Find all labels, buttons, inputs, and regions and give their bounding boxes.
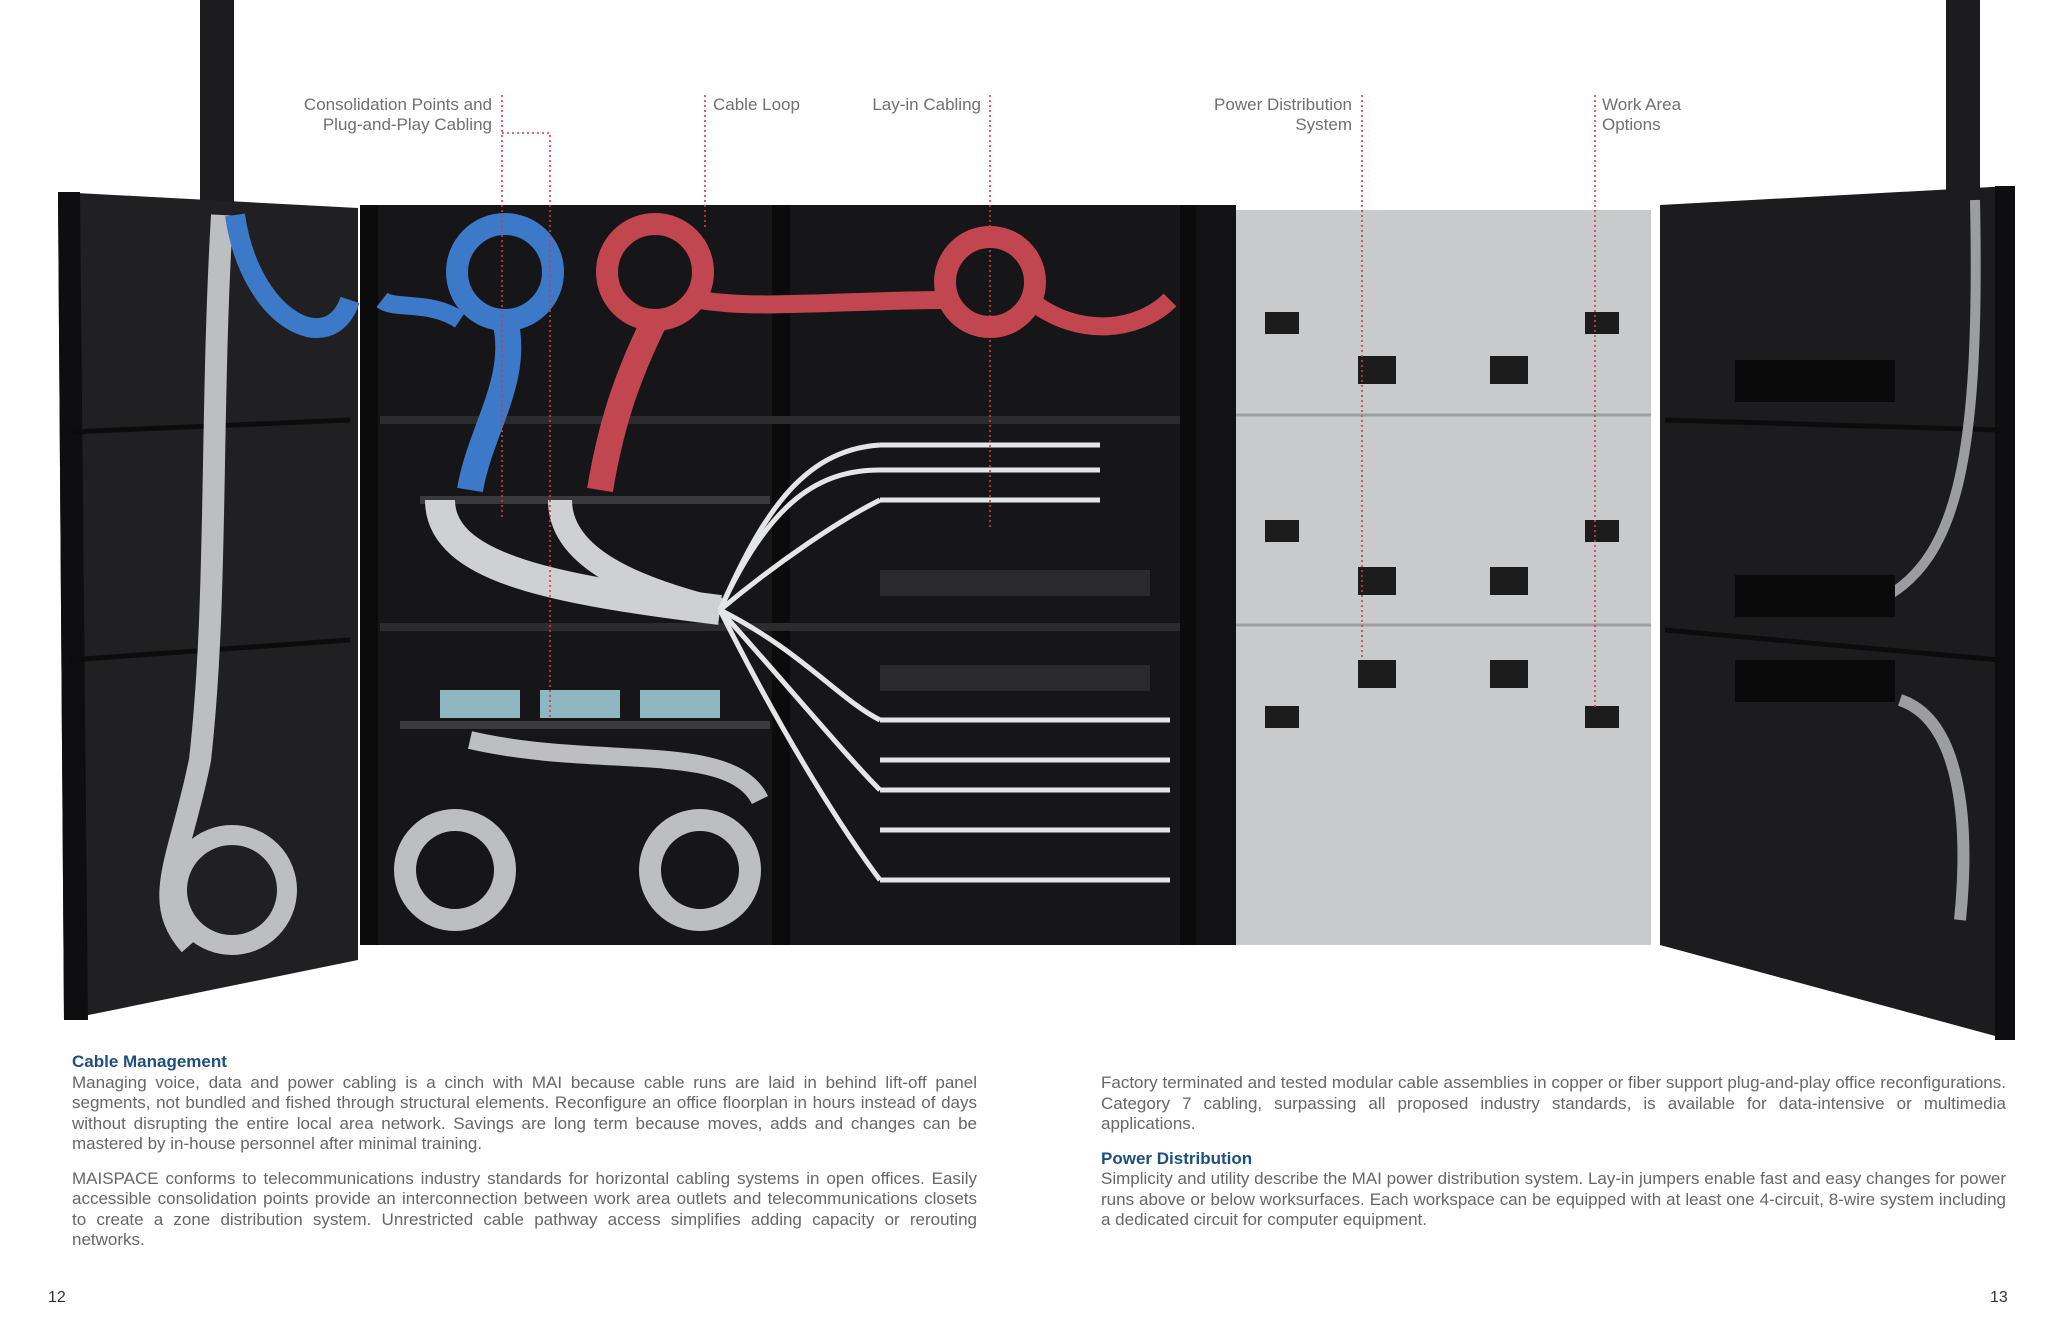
cable-management-paragraph-2: MAISPACE conforms to telecommunications industry standards for horizontal cabling systems in open offices. Easily accessible consolidation points provide an interconnection between work area outlets and telecommunications closets to create a zone distribution system. Unrestricted cable pathway access simplifies adding capacity or rerouting networks. [72, 1168, 977, 1249]
cabling-assemblies-paragraph: Factory terminated and tested modular cable assemblies in copper or fiber support plug-and-play office reconfigurations. Category 7 cabling, surpassing all proposed industry standards, is available for data-intensive or multimedia applications. [1101, 1073, 2006, 1133]
callout-power-distribution [1180, 95, 1352, 135]
page-number-left: 12 [48, 1289, 66, 1306]
callout-work-area-options [1602, 95, 1681, 135]
callout-lay-in-cabling: Lay-in Cabling [872, 95, 981, 114]
callout-line-2: Options [1602, 115, 1661, 134]
callout-line-1: Consolidation Points and [303, 95, 492, 114]
right-text-column [1101, 1073, 2006, 1245]
callout-line-2: Plug-and-Play Cabling [322, 115, 492, 134]
cable-management-paragraph-1: Managing voice, data and power cabling is a cinch with MAI because cable runs are laid in behind lift-off panel segments, not bundled and fished through structural elements. Reconfigure an office floorplan in hours instead of days without disrupting the entire local area network. Savings are long term because moves, adds and changes can be mastered by in-house personnel after minimal training. [72, 1072, 977, 1153]
callout-line-2: System [1295, 115, 1352, 134]
cable-management-heading: Cable Management [72, 1052, 227, 1071]
power-distribution-paragraph: Simplicity and utility describe the MAI power distribution system. Lay-in jumpers enable fast and easy changes for power runs above or below worksurfaces. Each workspace can be equipped with at least one 4-circuit, 8-wire system including a dedicated circuit for computer equipment. [1101, 1169, 2006, 1229]
page-number-right: 13 [1990, 1289, 2008, 1306]
left-text-column [72, 1052, 977, 1265]
callout-line-1: Work Area [1602, 95, 1682, 114]
callout-line-1: Power Distribution [1214, 95, 1352, 114]
power-distribution-heading: Power Distribution [1101, 1148, 1253, 1168]
callout-cable-loop: Cable Loop [713, 95, 800, 114]
callout-consolidation-points [290, 95, 492, 135]
